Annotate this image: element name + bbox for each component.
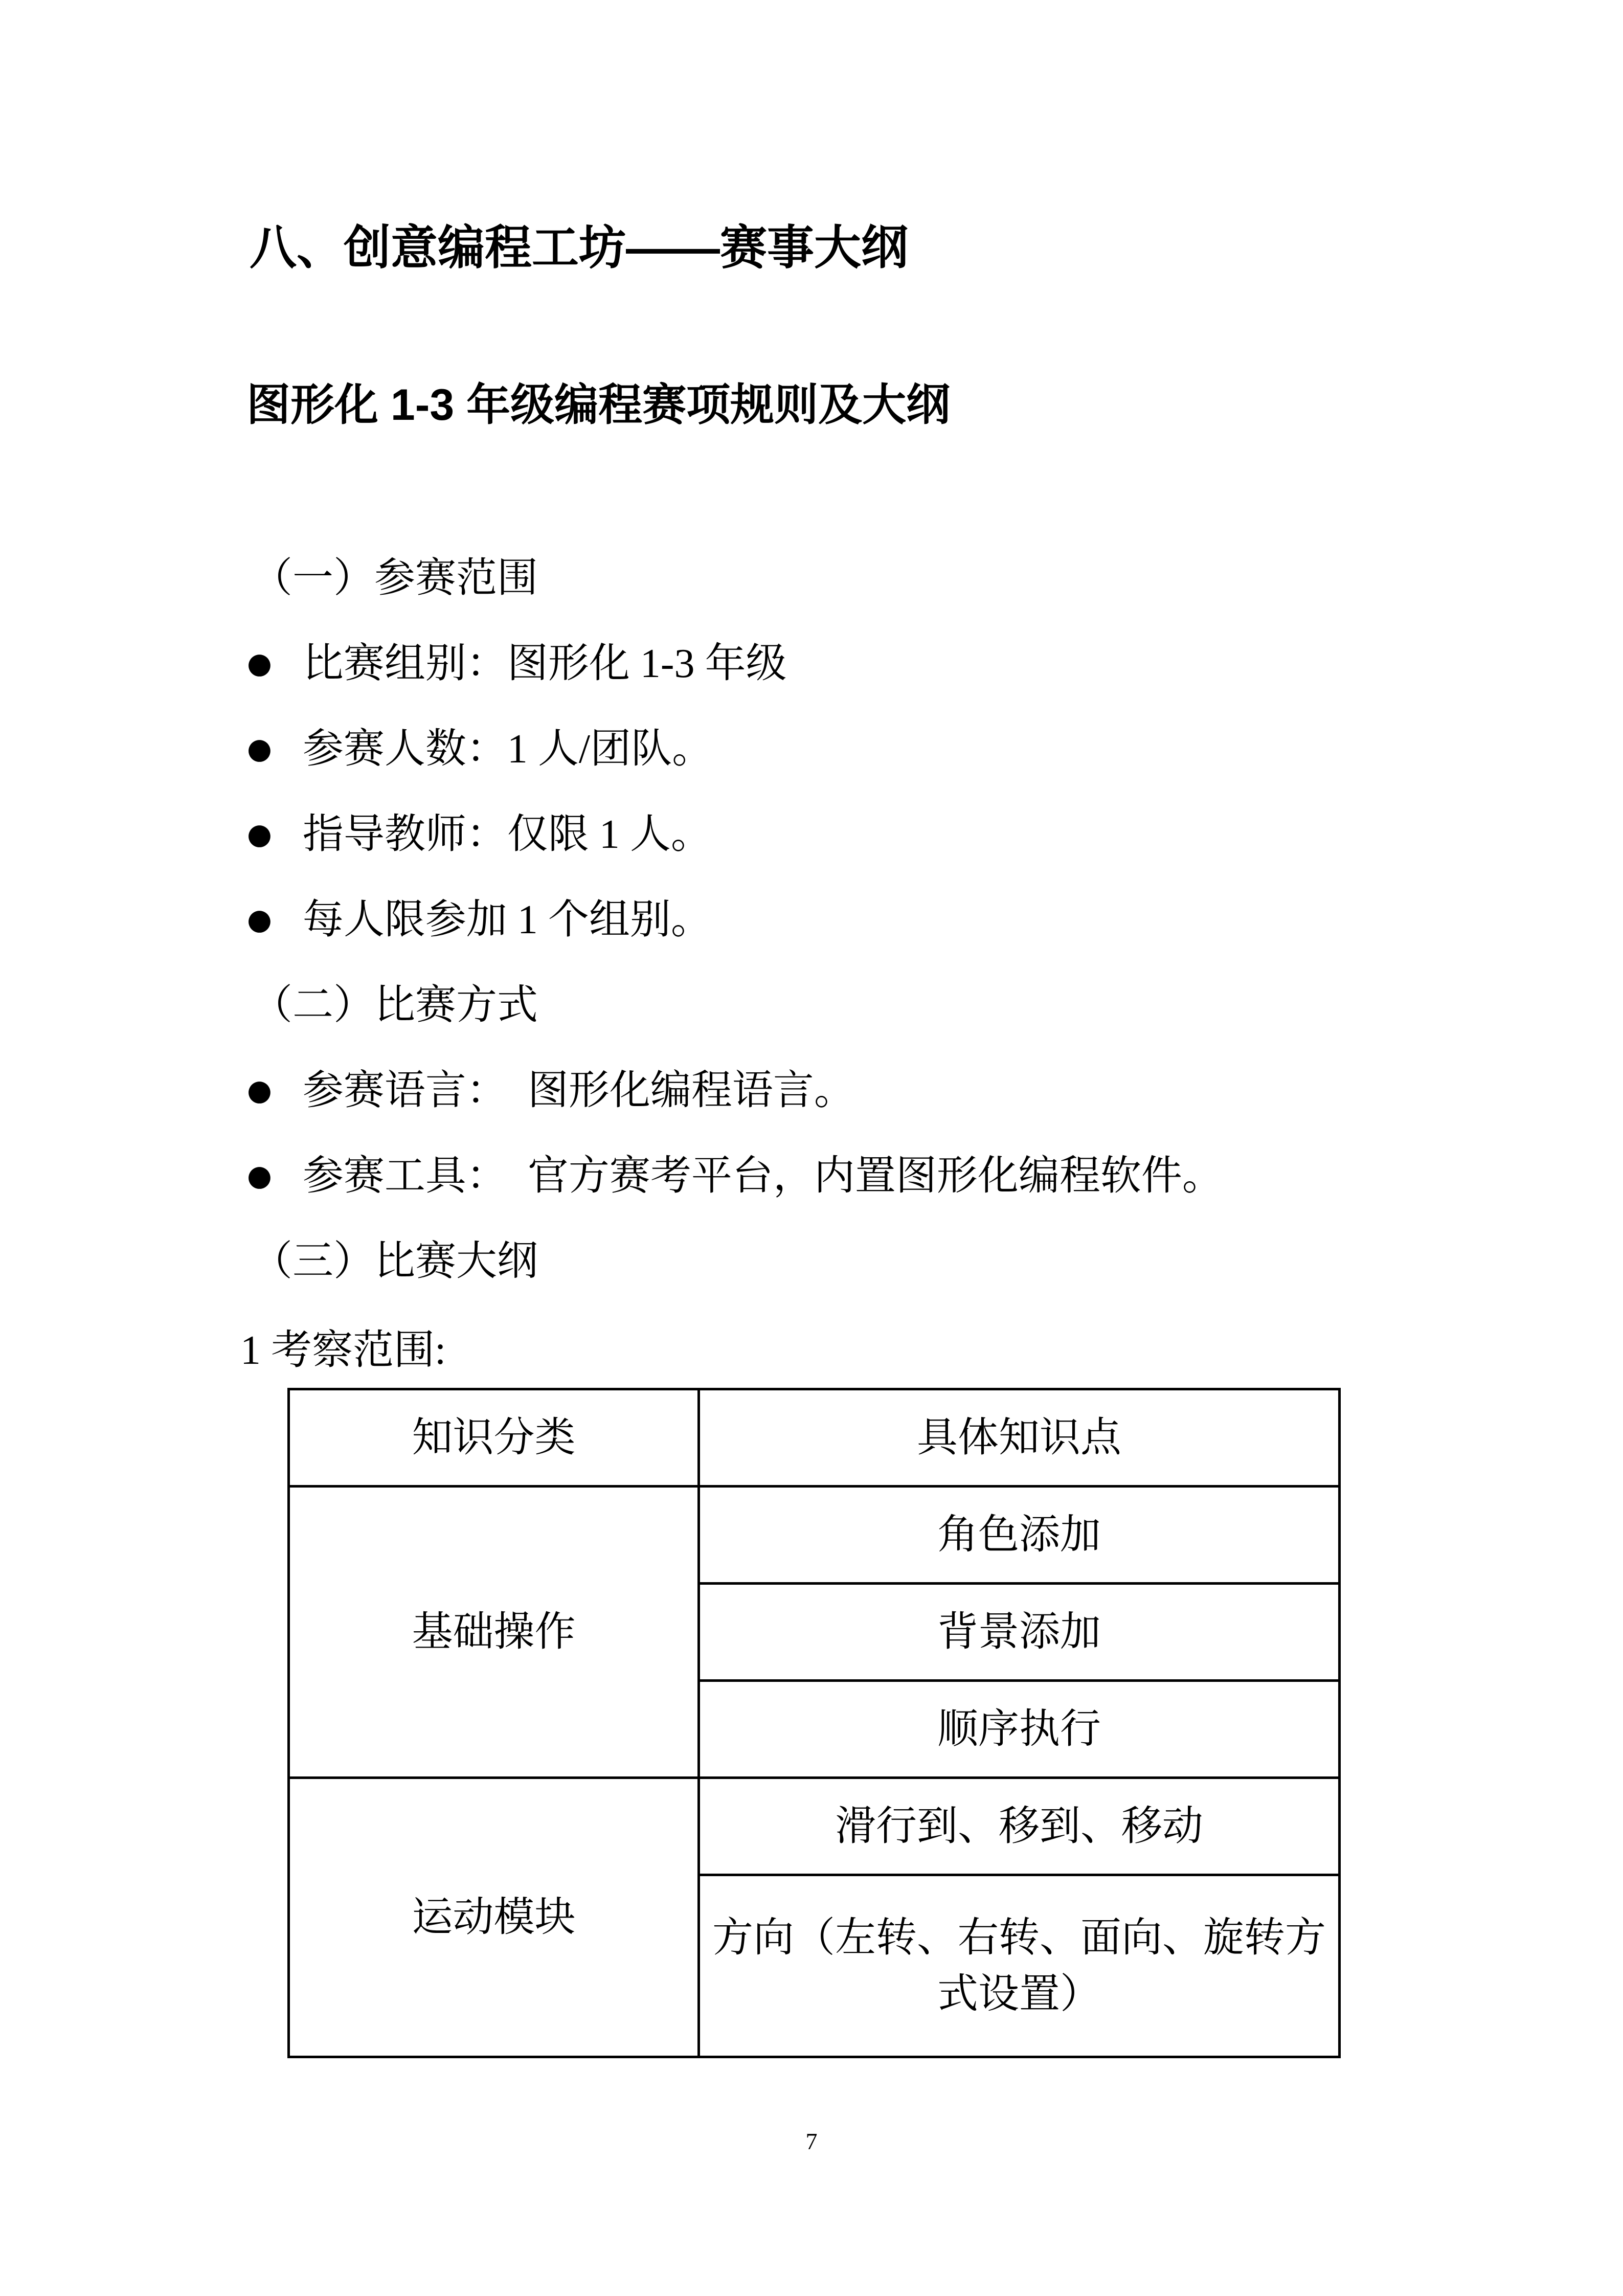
bullet-item	[247, 809, 712, 860]
bullet-icon: ●	[247, 1074, 272, 1107]
subsection-heading-3: （三）比赛大纲	[252, 1239, 538, 1284]
table-cell-add-sprite: 角色添加	[699, 1487, 1340, 1584]
table-cell-glide-move: 滑行到、移到、移动	[699, 1778, 1340, 1875]
bullet-text: 每人限参加 1 个组别。	[302, 897, 712, 942]
bullet-text: 比赛组别：图形化 1-3 年级	[302, 641, 787, 686]
table-header-knowledge-category: 知识分类	[289, 1389, 699, 1487]
bullet-item	[247, 1065, 855, 1116]
bullet-text: 指导教师：仅限 1 人。	[302, 812, 712, 857]
bullet-item	[247, 724, 713, 775]
bullet-text: 参赛语言： 图形化编程语言。	[302, 1068, 855, 1113]
bullet-icon: ●	[247, 647, 272, 680]
bullet-icon: ●	[247, 732, 272, 766]
table-header-knowledge-points: 具体知识点	[699, 1389, 1340, 1487]
table-cell-direction: 方向（左转、右转、面向、旋转方式设置）	[699, 1875, 1340, 2057]
table-caption: 1 考察范围:	[240, 1328, 446, 1373]
page-number: 7	[805, 2128, 818, 2154]
table-row	[289, 1778, 1340, 1875]
bullet-item	[247, 894, 712, 946]
table-cell-category-basics: 基础操作	[289, 1487, 699, 1778]
bullet-text: 参赛人数：1 人/团队。	[302, 727, 713, 772]
knowledge-table	[287, 1388, 1341, 2058]
bullet-item	[247, 1151, 1223, 1202]
subsection-heading-1: （一）参赛范围	[252, 556, 538, 601]
table-cell-sequential-execution: 顺序执行	[699, 1681, 1340, 1778]
subsection-heading-2: （二）比赛方式	[252, 983, 538, 1028]
bullet-item	[247, 638, 787, 689]
table-header-row	[289, 1389, 1340, 1487]
section-title: 图形化 1-3 年级编程赛项规则及大纲	[246, 380, 951, 430]
table-cell-category-motion: 运动模块	[289, 1778, 699, 2057]
table-cell-add-backdrop: 背景添加	[699, 1584, 1340, 1681]
bullet-icon: ●	[247, 903, 272, 936]
table-row	[289, 1487, 1340, 1584]
bullet-icon: ●	[247, 818, 272, 851]
bullet-icon: ●	[247, 1159, 272, 1192]
bullet-text: 参赛工具： 官方赛考平台，内置图形化编程软件。	[302, 1154, 1223, 1199]
page-title: 八、创意编程工坊——赛事大纲	[250, 222, 909, 274]
